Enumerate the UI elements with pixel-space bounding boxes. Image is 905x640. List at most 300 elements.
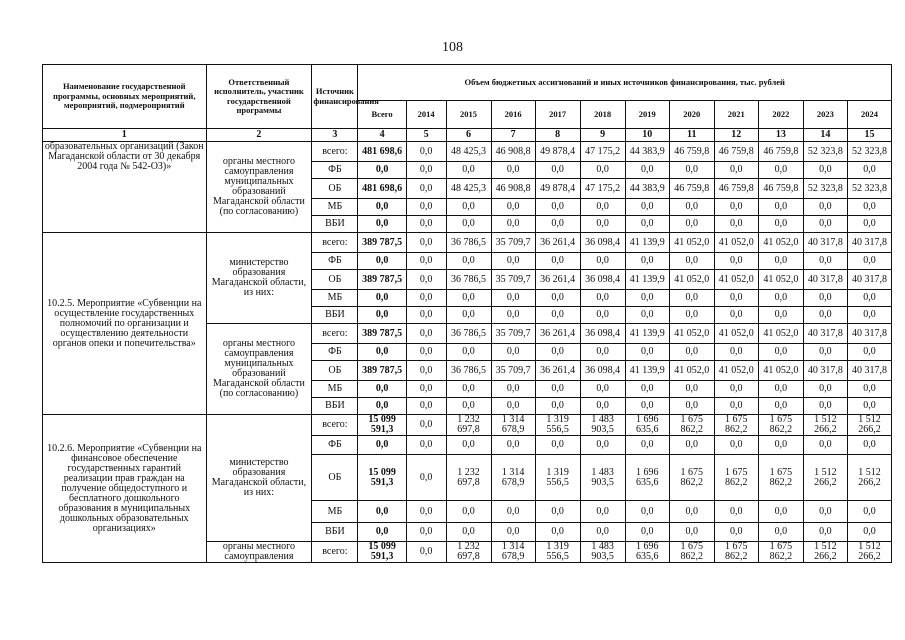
- year-value: 36 786,5: [446, 361, 491, 381]
- year-value: 0,0: [580, 501, 625, 523]
- responsible-executor: органы местного самоуправления муниципальных образований Магаданской области (по согласованию): [206, 142, 312, 233]
- year-value: 1 232 697,8: [446, 415, 491, 436]
- year-value: 0,0: [803, 216, 847, 233]
- funding-source: ФБ: [312, 436, 358, 455]
- year-value: 0,0: [580, 344, 625, 361]
- table-body: [43, 142, 892, 563]
- year-value: 0,0: [758, 501, 803, 523]
- year-value: 52 323,8: [803, 179, 847, 199]
- year-value: 36 261,4: [535, 361, 580, 381]
- year-value: 1 696 635,6: [625, 415, 669, 436]
- budget-table: [42, 64, 892, 563]
- year-value: 46 759,8: [669, 179, 714, 199]
- column-number: 5: [406, 129, 446, 142]
- year-value: 41 052,0: [758, 270, 803, 290]
- funding-source: ОБ: [312, 270, 358, 290]
- year-value: 0,0: [491, 344, 535, 361]
- year-value: 0,0: [669, 253, 714, 270]
- year-value: 0,0: [535, 307, 580, 324]
- year-value: 0,0: [803, 344, 847, 361]
- year-value: 0,0: [847, 523, 891, 542]
- column-number: 7: [491, 129, 535, 142]
- funding-source: ВБИ: [312, 216, 358, 233]
- year-value: 0,0: [446, 436, 491, 455]
- year-value: 0,0: [491, 216, 535, 233]
- year-value: 0,0: [625, 398, 669, 415]
- funding-source: МБ: [312, 199, 358, 216]
- total-value: 0,0: [358, 216, 406, 233]
- year-value: 46 759,8: [714, 142, 758, 162]
- year-value: 0,0: [714, 344, 758, 361]
- year-value: 0,0: [580, 307, 625, 324]
- year-value: 0,0: [669, 307, 714, 324]
- year-value: 0,0: [406, 455, 446, 501]
- year-value: 0,0: [847, 381, 891, 398]
- year-value: 49 878,4: [535, 142, 580, 162]
- year-value: 0,0: [406, 307, 446, 324]
- funding-source: ОБ: [312, 361, 358, 381]
- total-value: 481 698,6: [358, 142, 406, 162]
- year-value: 0,0: [491, 290, 535, 307]
- header-year: 2021: [714, 101, 758, 129]
- year-value: 41 052,0: [758, 233, 803, 253]
- year-value: 1 675 862,2: [669, 542, 714, 563]
- year-value: 40 317,8: [847, 324, 891, 344]
- year-value: 0,0: [714, 290, 758, 307]
- year-value: 1 675 862,2: [714, 542, 758, 563]
- year-value: 40 317,8: [847, 233, 891, 253]
- year-value: 40 317,8: [803, 324, 847, 344]
- year-value: 0,0: [491, 381, 535, 398]
- total-value: 0,0: [358, 398, 406, 415]
- year-value: 0,0: [491, 398, 535, 415]
- year-value: 0,0: [625, 290, 669, 307]
- page-number: 108: [442, 40, 463, 55]
- year-value: 49 878,4: [535, 179, 580, 199]
- year-value: 0,0: [535, 199, 580, 216]
- funding-source: ВБИ: [312, 307, 358, 324]
- year-value: 1 512 266,2: [847, 415, 891, 436]
- year-value: 0,0: [669, 501, 714, 523]
- column-number: 11: [669, 129, 714, 142]
- year-value: 0,0: [758, 307, 803, 324]
- year-value: 0,0: [847, 307, 891, 324]
- year-value: 0,0: [406, 179, 446, 199]
- year-value: 0,0: [491, 523, 535, 542]
- year-value: 1 512 266,2: [847, 542, 891, 563]
- year-value: 35 709,7: [491, 361, 535, 381]
- year-value: 0,0: [535, 523, 580, 542]
- header-year: Всего: [358, 101, 406, 129]
- year-value: 0,0: [625, 199, 669, 216]
- year-value: 0,0: [446, 216, 491, 233]
- year-value: 36 098,4: [580, 361, 625, 381]
- year-value: 35 709,7: [491, 324, 535, 344]
- funding-source: всего:: [312, 415, 358, 436]
- funding-source: МБ: [312, 290, 358, 307]
- total-value: 389 787,5: [358, 324, 406, 344]
- year-value: 1 512 266,2: [847, 455, 891, 501]
- year-value: 0,0: [758, 253, 803, 270]
- year-value: 0,0: [406, 199, 446, 216]
- year-value: 0,0: [625, 436, 669, 455]
- table-row: [43, 233, 892, 253]
- year-value: 0,0: [758, 199, 803, 216]
- year-value: 0,0: [446, 162, 491, 179]
- year-value: 0,0: [847, 216, 891, 233]
- table-row: [43, 142, 892, 162]
- funding-source: ВБИ: [312, 398, 358, 415]
- year-value: 0,0: [714, 381, 758, 398]
- column-number: 9: [580, 129, 625, 142]
- year-value: 41 139,9: [625, 324, 669, 344]
- header-year: 2020: [669, 101, 714, 129]
- year-value: 0,0: [714, 216, 758, 233]
- year-value: 0,0: [446, 307, 491, 324]
- total-value: 0,0: [358, 344, 406, 361]
- responsible-executor: органы местного самоуправления муниципальных образований Магаданской области (по согласованию): [206, 324, 312, 415]
- year-value: 36 261,4: [535, 270, 580, 290]
- funding-source: ФБ: [312, 344, 358, 361]
- funding-source: ОБ: [312, 455, 358, 501]
- year-value: 0,0: [847, 199, 891, 216]
- year-value: 1 696 635,6: [625, 542, 669, 563]
- year-value: 0,0: [535, 216, 580, 233]
- year-value: 1 512 266,2: [803, 455, 847, 501]
- year-value: 40 317,8: [847, 270, 891, 290]
- year-value: 41 139,9: [625, 361, 669, 381]
- year-value: 0,0: [758, 381, 803, 398]
- year-value: 0,0: [669, 398, 714, 415]
- year-value: 40 317,8: [847, 361, 891, 381]
- funding-source: всего:: [312, 324, 358, 344]
- year-value: 0,0: [446, 290, 491, 307]
- year-value: 0,0: [714, 436, 758, 455]
- year-value: 41 052,0: [669, 233, 714, 253]
- year-value: 36 261,4: [535, 324, 580, 344]
- year-value: 0,0: [446, 523, 491, 542]
- year-value: 40 317,8: [803, 361, 847, 381]
- year-value: 1 483 903,5: [580, 542, 625, 563]
- year-value: 1 319 556,5: [535, 455, 580, 501]
- header-year: 2015: [446, 101, 491, 129]
- year-value: 41 052,0: [758, 324, 803, 344]
- year-value: 1 319 556,5: [535, 415, 580, 436]
- year-value: 36 786,5: [446, 324, 491, 344]
- year-value: 0,0: [625, 344, 669, 361]
- year-value: 0,0: [580, 523, 625, 542]
- year-value: 0,0: [714, 307, 758, 324]
- year-value: 0,0: [580, 199, 625, 216]
- year-value: 1 483 903,5: [580, 415, 625, 436]
- year-value: 0,0: [847, 253, 891, 270]
- column-number: 2: [206, 129, 312, 142]
- year-value: 1 319 556,5: [535, 542, 580, 563]
- year-value: 41 052,0: [714, 270, 758, 290]
- year-value: 1 675 862,2: [669, 415, 714, 436]
- year-value: 0,0: [803, 290, 847, 307]
- year-value: 0,0: [446, 398, 491, 415]
- total-value: 0,0: [358, 307, 406, 324]
- year-value: 0,0: [669, 344, 714, 361]
- total-value: 0,0: [358, 436, 406, 455]
- header-source: Источник финансирования: [312, 65, 358, 129]
- year-value: 41 139,9: [625, 233, 669, 253]
- header-year: 2014: [406, 101, 446, 129]
- year-value: 0,0: [758, 523, 803, 542]
- total-value: 15 099 591,3: [358, 455, 406, 501]
- year-value: 0,0: [535, 253, 580, 270]
- funding-source: всего:: [312, 542, 358, 563]
- total-value: 0,0: [358, 501, 406, 523]
- year-value: 41 052,0: [669, 324, 714, 344]
- year-value: 0,0: [580, 381, 625, 398]
- year-value: 41 139,9: [625, 270, 669, 290]
- year-value: 0,0: [406, 253, 446, 270]
- responsible-executor: министерство образования Магаданской области, из них:: [206, 415, 312, 542]
- year-value: 0,0: [714, 199, 758, 216]
- year-value: 0,0: [714, 162, 758, 179]
- year-value: 0,0: [446, 381, 491, 398]
- header-responsible: Ответственный исполнитель, участник государственной программы: [206, 65, 312, 129]
- year-value: 1 675 862,2: [758, 415, 803, 436]
- year-value: 0,0: [491, 307, 535, 324]
- year-value: 41 052,0: [669, 361, 714, 381]
- funding-source: МБ: [312, 501, 358, 523]
- total-value: 0,0: [358, 253, 406, 270]
- year-value: 0,0: [535, 436, 580, 455]
- column-number: 8: [535, 129, 580, 142]
- funding-source: ФБ: [312, 162, 358, 179]
- year-value: 41 052,0: [714, 361, 758, 381]
- year-value: 36 261,4: [535, 233, 580, 253]
- header-year: 2018: [580, 101, 625, 129]
- year-value: 0,0: [803, 398, 847, 415]
- year-value: 44 383,9: [625, 179, 669, 199]
- column-numbers-row: [43, 129, 892, 142]
- year-value: 0,0: [406, 415, 446, 436]
- year-value: 0,0: [714, 398, 758, 415]
- year-value: 0,0: [406, 216, 446, 233]
- year-value: 1 314 678,9: [491, 455, 535, 501]
- year-value: 0,0: [714, 501, 758, 523]
- year-value: 0,0: [491, 253, 535, 270]
- year-value: 0,0: [625, 307, 669, 324]
- year-value: 0,0: [669, 199, 714, 216]
- year-value: 0,0: [847, 436, 891, 455]
- year-value: 0,0: [406, 398, 446, 415]
- year-value: 41 052,0: [714, 233, 758, 253]
- year-value: 35 709,7: [491, 270, 535, 290]
- year-value: 0,0: [406, 233, 446, 253]
- year-value: 0,0: [535, 381, 580, 398]
- column-number: 15: [847, 129, 891, 142]
- year-value: 0,0: [625, 162, 669, 179]
- year-value: 1 675 862,2: [669, 455, 714, 501]
- column-number: 10: [625, 129, 669, 142]
- year-value: 40 317,8: [803, 270, 847, 290]
- year-value: 48 425,3: [446, 179, 491, 199]
- total-value: 0,0: [358, 199, 406, 216]
- year-value: 1 232 697,8: [446, 455, 491, 501]
- total-value: 389 787,5: [358, 361, 406, 381]
- year-value: 0,0: [803, 199, 847, 216]
- year-value: 41 052,0: [714, 324, 758, 344]
- year-value: 1 483 903,5: [580, 455, 625, 501]
- year-value: 0,0: [625, 501, 669, 523]
- year-value: 1 512 266,2: [803, 415, 847, 436]
- year-value: 41 052,0: [669, 270, 714, 290]
- funding-source: ОБ: [312, 179, 358, 199]
- year-value: 1 232 697,8: [446, 542, 491, 563]
- year-value: 0,0: [758, 344, 803, 361]
- year-value: 0,0: [406, 381, 446, 398]
- year-value: 0,0: [580, 290, 625, 307]
- year-value: 46 759,8: [714, 179, 758, 199]
- year-value: 0,0: [535, 162, 580, 179]
- year-value: 0,0: [406, 162, 446, 179]
- column-number: 1: [43, 129, 207, 142]
- year-value: 46 759,8: [758, 142, 803, 162]
- year-value: 47 175,2: [580, 142, 625, 162]
- year-value: 0,0: [758, 436, 803, 455]
- year-value: 41 052,0: [758, 361, 803, 381]
- year-value: 46 908,8: [491, 179, 535, 199]
- year-value: 36 098,4: [580, 324, 625, 344]
- year-value: 48 425,3: [446, 142, 491, 162]
- header-year: 2017: [535, 101, 580, 129]
- year-value: 0,0: [491, 501, 535, 523]
- total-value: 389 787,5: [358, 233, 406, 253]
- year-value: 0,0: [758, 162, 803, 179]
- year-value: 44 383,9: [625, 142, 669, 162]
- year-value: 0,0: [580, 436, 625, 455]
- total-value: 0,0: [358, 162, 406, 179]
- year-value: 1 675 862,2: [758, 455, 803, 501]
- year-value: 0,0: [625, 381, 669, 398]
- year-value: 0,0: [803, 523, 847, 542]
- year-value: 0,0: [803, 436, 847, 455]
- total-value: 15 099 591,3: [358, 542, 406, 563]
- funding-source: МБ: [312, 381, 358, 398]
- year-value: 0,0: [406, 344, 446, 361]
- year-value: 0,0: [491, 436, 535, 455]
- header-year: 2019: [625, 101, 669, 129]
- year-value: 0,0: [406, 270, 446, 290]
- year-value: 52 323,8: [803, 142, 847, 162]
- year-value: 0,0: [669, 162, 714, 179]
- year-value: 0,0: [758, 216, 803, 233]
- year-value: 0,0: [406, 501, 446, 523]
- year-value: 0,0: [803, 381, 847, 398]
- column-number: 3: [312, 129, 358, 142]
- funding-source: всего:: [312, 233, 358, 253]
- year-value: 1 314 678,9: [491, 542, 535, 563]
- year-value: 0,0: [535, 344, 580, 361]
- year-value: 1 696 635,6: [625, 455, 669, 501]
- year-value: 1 512 266,2: [803, 542, 847, 563]
- year-value: 36 098,4: [580, 270, 625, 290]
- total-value: 15 099 591,3: [358, 415, 406, 436]
- year-value: 1 675 862,2: [714, 415, 758, 436]
- year-value: 0,0: [714, 523, 758, 542]
- year-value: 35 709,7: [491, 233, 535, 253]
- total-value: 481 698,6: [358, 179, 406, 199]
- year-value: 0,0: [803, 253, 847, 270]
- year-value: 36 786,5: [446, 233, 491, 253]
- header-year: 2016: [491, 101, 535, 129]
- column-number: 13: [758, 129, 803, 142]
- column-number: 12: [714, 129, 758, 142]
- year-value: 0,0: [803, 162, 847, 179]
- year-value: 0,0: [669, 523, 714, 542]
- responsible-executor: министерство образования Магаданской области, из них:: [206, 233, 312, 324]
- total-value: 389 787,5: [358, 270, 406, 290]
- year-value: 0,0: [406, 290, 446, 307]
- year-value: 0,0: [446, 199, 491, 216]
- year-value: 0,0: [580, 216, 625, 233]
- total-value: 0,0: [358, 381, 406, 398]
- header-volume: Объем бюджетных ассигнований и иных источников финансирования, тыс. рублей: [358, 65, 892, 101]
- year-value: 36 786,5: [446, 270, 491, 290]
- year-value: 0,0: [669, 216, 714, 233]
- year-value: 0,0: [714, 253, 758, 270]
- year-value: 0,0: [847, 290, 891, 307]
- year-value: 0,0: [406, 436, 446, 455]
- year-value: 40 317,8: [803, 233, 847, 253]
- year-value: 0,0: [406, 361, 446, 381]
- year-value: 0,0: [580, 398, 625, 415]
- total-value: 0,0: [358, 523, 406, 542]
- year-value: 0,0: [406, 324, 446, 344]
- year-value: 0,0: [758, 290, 803, 307]
- year-value: 0,0: [446, 344, 491, 361]
- header-name: Наименование государственной программы, основных мероприятий, мероприятий, подмероприятий: [43, 65, 207, 129]
- year-value: 0,0: [669, 436, 714, 455]
- header-year: 2022: [758, 101, 803, 129]
- year-value: 1 675 862,2: [714, 455, 758, 501]
- year-value: 1 314 678,9: [491, 415, 535, 436]
- year-value: 0,0: [535, 398, 580, 415]
- funding-source: ФБ: [312, 253, 358, 270]
- year-value: 0,0: [446, 253, 491, 270]
- measure-name: 10.2.6. Мероприятие «Субвенции на финансовое обеспечение государственных гарантий реализации прав граждан на получение общедоступного и бесплатного дошкольного образования в муниципальных дошкольных образовательных организациях»: [43, 415, 207, 563]
- year-value: 0,0: [406, 542, 446, 563]
- year-value: 0,0: [625, 523, 669, 542]
- year-value: 46 759,8: [669, 142, 714, 162]
- year-value: 1 675 862,2: [758, 542, 803, 563]
- year-value: 36 098,4: [580, 233, 625, 253]
- table-header: [43, 65, 892, 142]
- funding-source: всего:: [312, 142, 358, 162]
- year-value: 0,0: [758, 398, 803, 415]
- year-value: 0,0: [669, 381, 714, 398]
- year-value: 0,0: [847, 501, 891, 523]
- column-number: 6: [446, 129, 491, 142]
- year-value: 0,0: [847, 162, 891, 179]
- year-value: 52 323,8: [847, 142, 891, 162]
- responsible-executor: органы местного самоуправления: [206, 542, 312, 563]
- year-value: 0,0: [803, 501, 847, 523]
- year-value: 46 759,8: [758, 179, 803, 199]
- year-value: 0,0: [803, 307, 847, 324]
- table-row: [43, 415, 892, 436]
- year-value: 0,0: [406, 142, 446, 162]
- funding-source: ВБИ: [312, 523, 358, 542]
- year-value: 0,0: [669, 290, 714, 307]
- year-value: 47 175,2: [580, 179, 625, 199]
- header-year: 2024: [847, 101, 891, 129]
